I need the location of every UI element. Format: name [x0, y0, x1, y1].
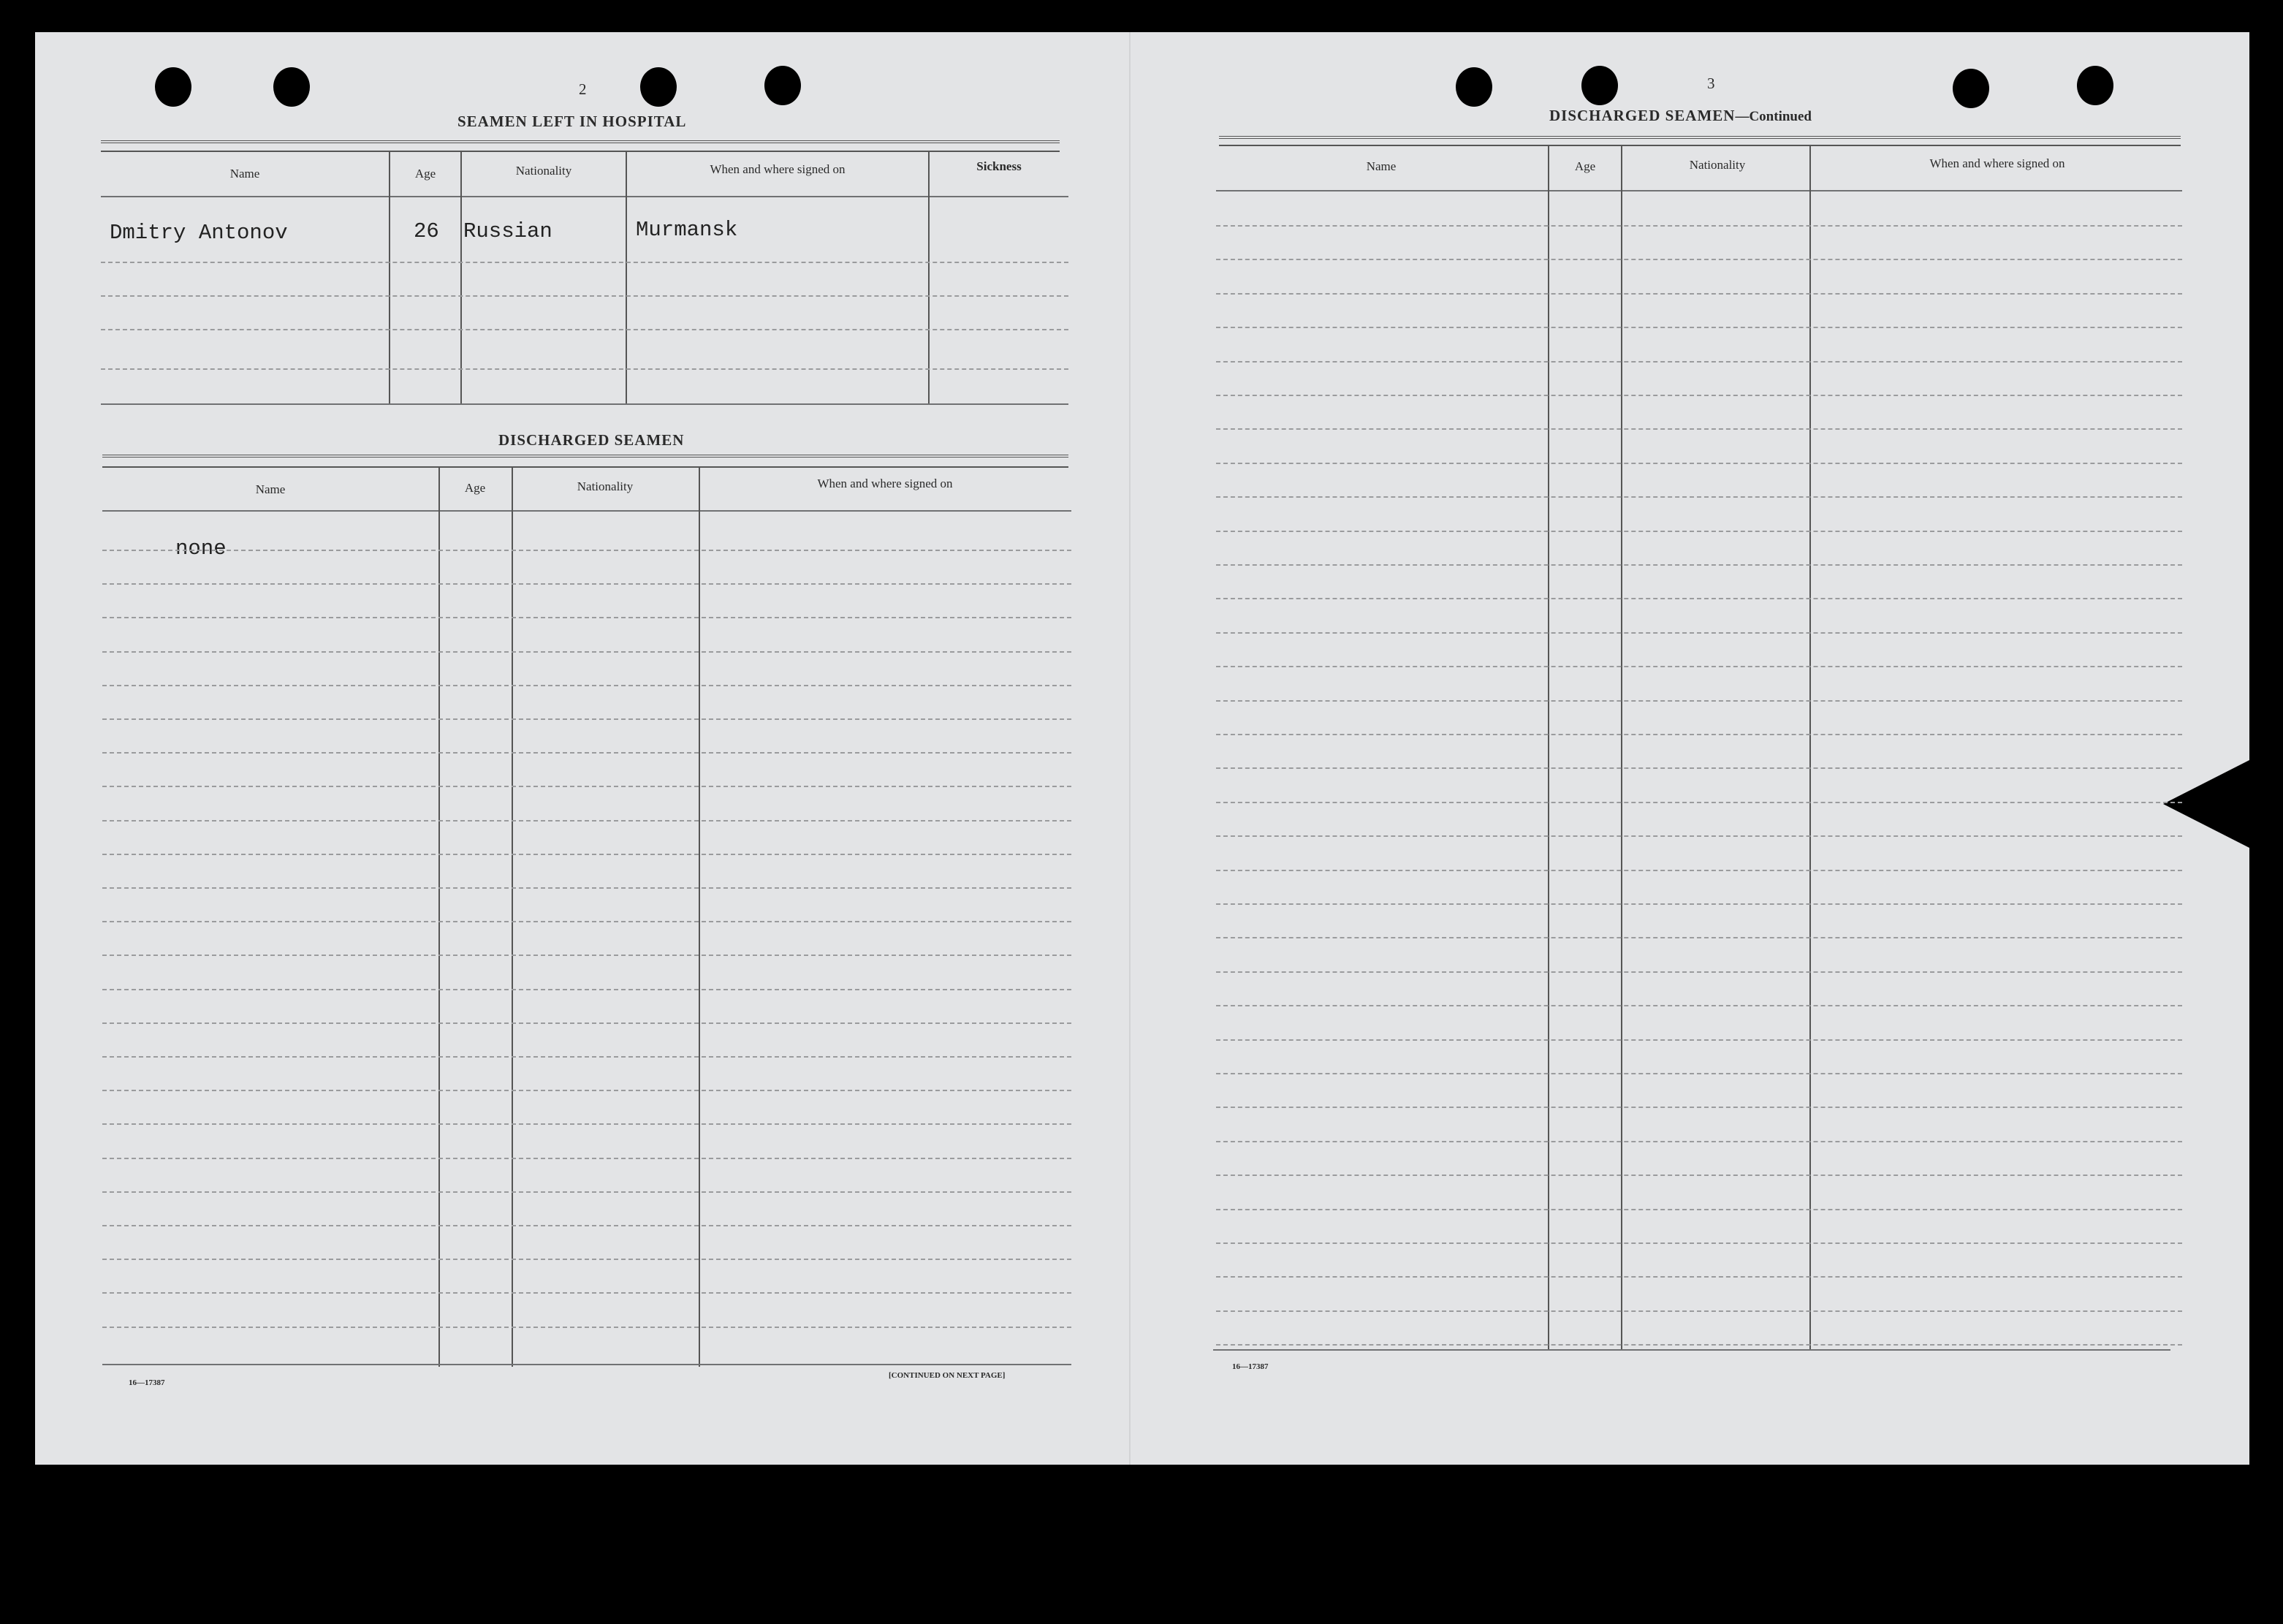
hospital-row-name: Dmitry Antonov [110, 221, 288, 245]
col-header-signed-on: When and where signed on [1929, 156, 2065, 170]
ruled-line [1216, 428, 2182, 430]
ruled-line [1216, 327, 2182, 328]
ruled-line [102, 617, 1071, 618]
ruled-line [102, 820, 1071, 822]
ruled-line [1216, 903, 2182, 905]
ruled-line [1216, 1107, 2182, 1108]
col-header-name: Name [255, 482, 286, 496]
continued-note: [CONTINUED ON NEXT PAGE] [889, 1371, 1006, 1380]
ruled-line [1216, 1141, 2182, 1142]
ruled-line [1216, 1073, 2182, 1074]
ruled-line [102, 1191, 1071, 1193]
col-header-nationality: Nationality [577, 479, 634, 493]
col-header-nationality: Nationality [1689, 158, 1746, 172]
ruled-line [1216, 666, 2182, 667]
col-header-name: Name [1366, 159, 1397, 173]
ruled-line [1216, 937, 2182, 938]
ruled-line [1216, 1039, 2182, 1041]
ruled-line [1216, 835, 2182, 837]
ruled-line [102, 955, 1071, 956]
ruled-line [1216, 1242, 2182, 1244]
col-header-name: Name [229, 167, 260, 181]
ruled-line [102, 1123, 1071, 1125]
hospital-top-rule [101, 140, 1060, 143]
ruled-line [1216, 870, 2182, 871]
ruled-line [1216, 293, 2182, 295]
ruled-line [102, 1056, 1071, 1058]
ruled-line [1216, 1276, 2182, 1278]
ruled-line [1216, 1310, 2182, 1312]
ruled-line [102, 1158, 1071, 1159]
ruled-line [102, 921, 1071, 922]
ruled-line [1216, 971, 2182, 973]
col-header-signed-on: When and where signed on [710, 162, 846, 176]
hospital-row-nationality: Russian [463, 219, 552, 243]
punch-hole [1456, 67, 1492, 107]
ruled-line [102, 786, 1071, 787]
title-suffix: —Continued [1735, 109, 1812, 124]
ruled-line [102, 1259, 1071, 1260]
form-number: 16—17387 [129, 1378, 165, 1387]
ruled-line [102, 583, 1071, 585]
ruled-line [102, 1327, 1071, 1328]
hospital-row-age: 26 [414, 219, 439, 243]
ruled-line [102, 887, 1071, 889]
ruled-line [1216, 463, 2182, 464]
ruled-line [1216, 734, 2182, 735]
ruled-line [1216, 1344, 2182, 1346]
page-number: 3 [1707, 75, 1715, 92]
col-header-age: Age [414, 167, 436, 181]
ruled-line [1216, 802, 2182, 803]
punch-hole [640, 67, 677, 107]
ruled-line [102, 550, 1071, 551]
punch-hole [2077, 66, 2113, 105]
ruled-line [1216, 632, 2182, 634]
document-paper [35, 32, 2249, 1465]
ruled-line [102, 1225, 1071, 1226]
page-fold [1129, 32, 1131, 1465]
ruled-line [1216, 598, 2182, 599]
ruled-line [1216, 225, 2182, 227]
ruled-line [102, 989, 1071, 990]
col-header-signed-on: When and where signed on [817, 477, 953, 490]
ruled-line [102, 651, 1071, 653]
ruled-line [1216, 361, 2182, 363]
ruled-line [102, 752, 1071, 754]
page-number: 2 [579, 80, 587, 98]
col-header-nationality: Nationality [515, 164, 572, 178]
ruled-line [1216, 564, 2182, 566]
punch-hole [155, 67, 191, 107]
ruled-line [102, 685, 1071, 686]
ruled-line [1216, 1175, 2182, 1176]
punch-hole [273, 67, 310, 107]
ruled-line [1216, 531, 2182, 532]
hospital-row-signed-on: Murmansk [636, 218, 738, 242]
punch-hole [1953, 69, 1989, 108]
ruled-line [1216, 767, 2182, 769]
punch-hole [1581, 66, 1618, 105]
ruled-line [1216, 259, 2182, 260]
discharged-continued-title [1549, 107, 1812, 125]
ruled-line [1216, 1209, 2182, 1210]
ruled-line [1216, 496, 2182, 498]
ruled-line [102, 1022, 1071, 1024]
ruled-line [102, 854, 1071, 855]
ruled-line [1216, 700, 2182, 702]
ruled-line [102, 1292, 1071, 1294]
discharged-title: DISCHARGED SEAMEN [498, 431, 685, 449]
ruled-line [1216, 395, 2182, 396]
discharged-entry: none [175, 536, 227, 561]
col-header-age: Age [1574, 159, 1596, 173]
title-main: DISCHARGED SEAMEN [1549, 107, 1736, 124]
form-number: 16—17387 [1232, 1362, 1269, 1371]
hospital-title: SEAMEN LEFT IN HOSPITAL [457, 113, 687, 130]
ruled-line [102, 718, 1071, 720]
paper-notch [2163, 760, 2249, 848]
ruled-line [1216, 1005, 2182, 1006]
ruled-line [102, 1090, 1071, 1091]
col-header-sickness: Sickness [976, 159, 1022, 173]
punch-hole [764, 66, 801, 105]
col-header-age: Age [464, 481, 486, 495]
